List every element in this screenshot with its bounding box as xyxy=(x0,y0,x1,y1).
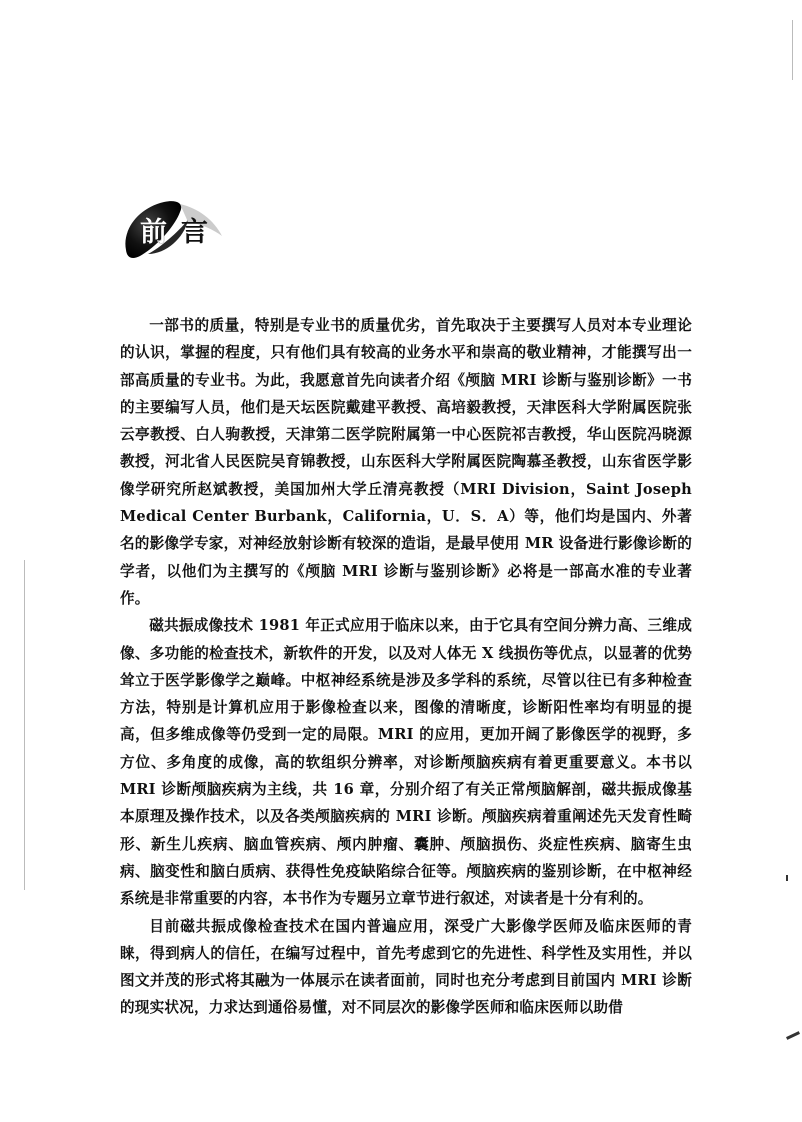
page-title xyxy=(140,210,222,249)
title-char-1: 前 xyxy=(140,217,181,248)
paragraph-2: 磁共振成像技术 1981 年正式应用于临床以来，由于它具有空间分辨力高、三维成像、多功能的检查技术，新软件的开发，以及对人体无 X 线损伤等优点，以显著的优势耸立于医学影像学之巅峰。中枢神经系统是涉及多学科的系统，尽管以往已有多种检查方法，特别是计算机应用于影像检查以来，图像的清晰度，诊断阳性率均有明显的提高，但多维成像等仍受到一定的局限。MRI 的应用，更加开阔了影像医学的视野，多方位、多角度的成像，高的软组织分辨率，对诊断颅脑疾病有着更重要意义。本书以 MRI 诊断颅脑疾病为主线，共 16 章，分别介绍了有关正常颅脑解剖，磁共振成像基本原理及操作技术，以及各类颅脑疾病的 MRI 诊断。颅脑疾病着重阐述先天发育性畸形、新生儿疾病、脑血管疾病、颅内肿瘤、囊肿、颅脑损伤、炎症性疾病、脑寄生虫病、脑变性和脑白质病、获得性免疫缺陷综合征等。颅脑疾病的鉴别诊断，在中枢神经系统是非常重要的内容，本书作为专题另立章节进行叙述，对读者是十分有利的。 xyxy=(120,617,692,908)
preface-body xyxy=(120,312,692,1022)
paragraph-3: 目前磁共振成像检查技术在国内普遍应用，深受广大影像学医师及临床医师的青睐，得到病人的信任，在编写过程中，首先考虑到它的先进性、科学性及实用性，并以图文并茂的形式将其融为一体展示在读者面前，同时也充分考虑到目前国内 MRI 诊断的现实状况，力求达到通俗易懂，对不同层次的影像学医师和临床医师以助借 xyxy=(120,917,692,1017)
scan-speck-1 xyxy=(786,875,788,881)
scan-speck-2 xyxy=(786,1031,800,1040)
title-char-2: 言 xyxy=(181,217,222,248)
scan-margin-line-left xyxy=(24,560,25,890)
scan-margin-line-right xyxy=(792,20,793,80)
paragraph-1: 一部书的质量，特别是专业书的质量优劣，首先取决于主要撰写人员对本专业理论的认识，掌握的程度，只有他们具有较高的业务水平和崇高的敬业精神，才能撰写出一部高质量的专业书。为此，我愿意首先向读者介绍《颅脑 MRI 诊断与鉴别诊断》一书的主要编写人员，他们是天坛医院戴建平教授、高培毅教授，天津医科大学附属医院张云亭教授、白人驹教授，天津第二医学院附属第一中心医院祁吉教授，华山医院冯晓源教授，河北省人民医院吴育锦教授，山东医科大学附属医院陶慕圣教授，山东省医学影像学研究所赵斌教授，美国加州大学丘清亮教授（MRI Division，Saint Joseph Medical Center Burbank，California，U．S．A）等，他们均是国内、外著名的影像学专家，对神经放射诊断有较深的造诣，是最早使用 MR 设备进行影像诊断的学者，以他们为主撰写的《颅脑 MRI 诊断与鉴别诊断》必将是一部高水准的专业著作。 xyxy=(120,317,692,607)
